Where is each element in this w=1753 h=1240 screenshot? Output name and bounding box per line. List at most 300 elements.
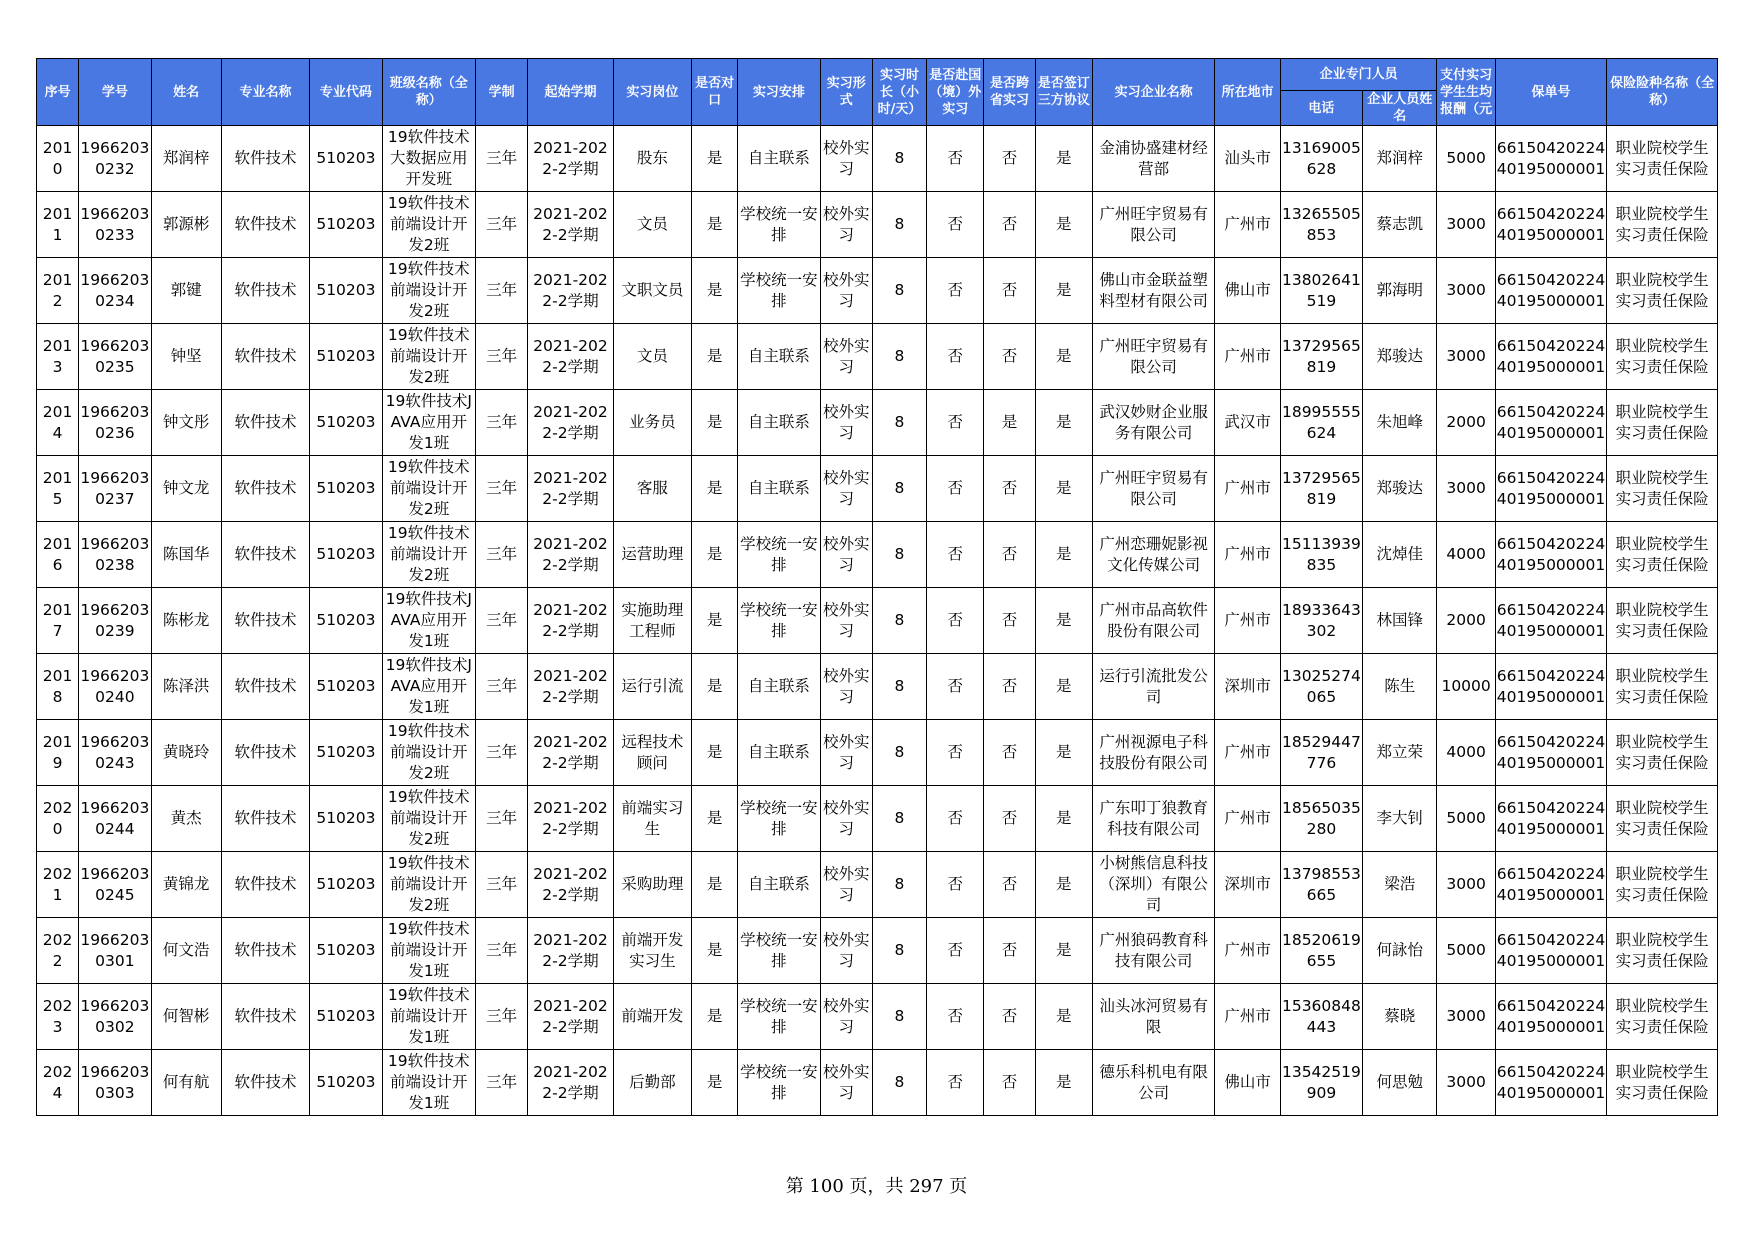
cell-seq: 2024 [37,1050,79,1116]
cell-contact-name: 沈焯佳 [1363,522,1437,588]
cell-start-term: 2021-2022-2学期 [528,324,613,390]
cell-abroad: 否 [927,324,984,390]
cell-cross-province: 否 [984,258,1035,324]
cell-matched: 是 [692,852,738,918]
internship-table [36,58,1718,1116]
cell-insurance: 职业院校学生实习责任保险 [1607,588,1718,654]
cell-class-name: 19软件技术前端设计开发2班 [382,456,475,522]
col-header-tripartite: 是否签订三方协议 [1035,59,1092,126]
cell-position: 前端开发 [613,984,691,1050]
cell-arrangement: 学校统一安排 [738,918,820,984]
cell-pay: 3000 [1437,984,1495,1050]
cell-major-code: 510203 [310,720,382,786]
cell-class-name: 19软件技术前端设计开发2班 [382,324,475,390]
cell-form: 校外实习 [820,258,872,324]
cell-contact-name: 郑润梓 [1363,126,1437,192]
cell-city: 广州市 [1215,324,1280,390]
cell-abroad: 否 [927,192,984,258]
table-row [37,324,1718,390]
cell-position: 文员 [613,324,691,390]
cell-major-code: 510203 [310,918,382,984]
cell-form: 校外实习 [820,126,872,192]
cell-position: 客服 [613,456,691,522]
cell-class-name: 19软件技术前端设计开发1班 [382,984,475,1050]
cell-city: 广州市 [1215,918,1280,984]
cell-contact-name: 朱旭峰 [1363,390,1437,456]
cell-tripartite: 是 [1035,1050,1092,1116]
cell-policy-no: 6615042022440195000001 [1495,126,1607,192]
cell-duration: 三年 [476,192,528,258]
cell-company: 汕头冰河贸易有限 [1092,984,1215,1050]
cell-student-id: 19662030239 [79,588,151,654]
cell-class-name: 19软件技术前端设计开发2班 [382,258,475,324]
cell-position: 运营助理 [613,522,691,588]
cell-hours: 8 [872,588,926,654]
cell-policy-no: 6615042022440195000001 [1495,390,1607,456]
cell-phone: 13729565819 [1280,456,1362,522]
cell-duration: 三年 [476,126,528,192]
cell-student-id: 19662030237 [79,456,151,522]
cell-phone: 13729565819 [1280,324,1362,390]
cell-contact-name: 郑骏达 [1363,324,1437,390]
cell-form: 校外实习 [820,654,872,720]
cell-arrangement: 学校统一安排 [738,786,820,852]
cell-pay: 2000 [1437,390,1495,456]
cell-city: 广州市 [1215,456,1280,522]
cell-class-name: 19软件技术JAVA应用开发1班 [382,390,475,456]
col-header-seq: 序号 [37,59,79,126]
cell-start-term: 2021-2022-2学期 [528,654,613,720]
cell-city: 深圳市 [1215,654,1280,720]
cell-cross-province: 否 [984,786,1035,852]
table-row [37,456,1718,522]
cell-name: 黄锦龙 [151,852,221,918]
cell-company: 广州视源电子科技股份有限公司 [1092,720,1215,786]
cell-major-name: 软件技术 [221,588,309,654]
cell-class-name: 19软件技术前端设计开发1班 [382,1050,475,1116]
cell-major-name: 软件技术 [221,456,309,522]
cell-seq: 2023 [37,984,79,1050]
cell-start-term: 2021-2022-2学期 [528,1050,613,1116]
cell-policy-no: 6615042022440195000001 [1495,324,1607,390]
cell-duration: 三年 [476,654,528,720]
col-header-abroad: 是否赴国（境）外实习 [927,59,984,126]
cell-form: 校外实习 [820,456,872,522]
cell-position: 前端开发实习生 [613,918,691,984]
cell-cross-province: 否 [984,918,1035,984]
cell-student-id: 19662030245 [79,852,151,918]
cell-hours: 8 [872,258,926,324]
cell-cross-province: 是 [984,390,1035,456]
cell-class-name: 19软件技术前端设计开发2班 [382,852,475,918]
cell-tripartite: 是 [1035,786,1092,852]
cell-matched: 是 [692,390,738,456]
cell-insurance: 职业院校学生实习责任保险 [1607,258,1718,324]
cell-abroad: 否 [927,1050,984,1116]
cell-position: 文员 [613,192,691,258]
cell-phone: 13802641519 [1280,258,1362,324]
cell-hours: 8 [872,984,926,1050]
cell-arrangement: 自主联系 [738,324,820,390]
cell-major-name: 软件技术 [221,786,309,852]
cell-form: 校外实习 [820,192,872,258]
cell-abroad: 否 [927,720,984,786]
cell-major-code: 510203 [310,258,382,324]
cell-student-id: 19662030235 [79,324,151,390]
col-header-major-name: 专业名称 [221,59,309,126]
cell-abroad: 否 [927,522,984,588]
cell-phone: 18565035280 [1280,786,1362,852]
cell-phone: 15113939835 [1280,522,1362,588]
cell-cross-province: 否 [984,588,1035,654]
cell-insurance: 职业院校学生实习责任保险 [1607,720,1718,786]
cell-city: 广州市 [1215,720,1280,786]
cell-phone: 13265505853 [1280,192,1362,258]
cell-insurance: 职业院校学生实习责任保险 [1607,390,1718,456]
table-row [37,390,1718,456]
cell-city: 广州市 [1215,588,1280,654]
col-header-student-id: 学号 [79,59,151,126]
cell-position: 实施助理工程师 [613,588,691,654]
col-header-insurance: 保险险种名称（全称） [1607,59,1718,126]
cell-duration: 三年 [476,456,528,522]
cell-position: 后勤部 [613,1050,691,1116]
cell-insurance: 职业院校学生实习责任保险 [1607,456,1718,522]
cell-contact-name: 蔡晓 [1363,984,1437,1050]
cell-city: 佛山市 [1215,1050,1280,1116]
cell-company: 佛山市金联益塑料型材有限公司 [1092,258,1215,324]
cell-company: 金浦协盛建材经营部 [1092,126,1215,192]
cell-tripartite: 是 [1035,192,1092,258]
cell-hours: 8 [872,786,926,852]
cell-company: 广州狼码教育科技有限公司 [1092,918,1215,984]
table-row [37,918,1718,984]
cell-cross-province: 否 [984,984,1035,1050]
cell-phone: 18995555624 [1280,390,1362,456]
cell-student-id: 19662030303 [79,1050,151,1116]
col-header-position: 实习岗位 [613,59,691,126]
cell-name: 陈国华 [151,522,221,588]
cell-matched: 是 [692,126,738,192]
cell-tripartite: 是 [1035,456,1092,522]
cell-arrangement: 自主联系 [738,456,820,522]
cell-arrangement: 学校统一安排 [738,1050,820,1116]
cell-contact-name: 李大钊 [1363,786,1437,852]
cell-name: 陈彬龙 [151,588,221,654]
col-header-duration: 学制 [476,59,528,126]
cell-major-code: 510203 [310,654,382,720]
table-row [37,720,1718,786]
cell-duration: 三年 [476,522,528,588]
cell-company: 广州市品高软件股份有限公司 [1092,588,1215,654]
cell-tripartite: 是 [1035,390,1092,456]
cell-pay: 5000 [1437,786,1495,852]
cell-policy-no: 6615042022440195000001 [1495,192,1607,258]
col-header-company: 实习企业名称 [1092,59,1215,126]
cell-seq: 2017 [37,588,79,654]
cell-matched: 是 [692,918,738,984]
cell-tripartite: 是 [1035,258,1092,324]
cell-contact-name: 梁浩 [1363,852,1437,918]
cell-student-id: 19662030233 [79,192,151,258]
cell-duration: 三年 [476,324,528,390]
cell-class-name: 19软件技术JAVA应用开发1班 [382,588,475,654]
cell-matched: 是 [692,258,738,324]
cell-insurance: 职业院校学生实习责任保险 [1607,126,1718,192]
col-header-contact-name: 企业人员姓名 [1363,91,1437,126]
col-header-matched: 是否对口 [692,59,738,126]
cell-name: 黄晓玲 [151,720,221,786]
cell-major-code: 510203 [310,324,382,390]
cell-seq: 2022 [37,918,79,984]
cell-contact-name: 郑骏达 [1363,456,1437,522]
table-row [37,654,1718,720]
cell-major-name: 软件技术 [221,192,309,258]
cell-major-name: 软件技术 [221,324,309,390]
cell-arrangement: 学校统一安排 [738,258,820,324]
cell-abroad: 否 [927,390,984,456]
cell-start-term: 2021-2022-2学期 [528,852,613,918]
cell-cross-province: 否 [984,852,1035,918]
cell-hours: 8 [872,126,926,192]
cell-arrangement: 自主联系 [738,720,820,786]
cell-arrangement: 学校统一安排 [738,588,820,654]
cell-hours: 8 [872,522,926,588]
cell-student-id: 19662030301 [79,918,151,984]
cell-major-name: 软件技术 [221,390,309,456]
cell-city: 广州市 [1215,522,1280,588]
cell-start-term: 2021-2022-2学期 [528,720,613,786]
cell-start-term: 2021-2022-2学期 [528,588,613,654]
cell-major-name: 软件技术 [221,1050,309,1116]
cell-student-id: 19662030236 [79,390,151,456]
cell-start-term: 2021-2022-2学期 [528,258,613,324]
col-header-pay: 支付实习学生生均报酬（元 [1437,59,1495,126]
cell-insurance: 职业院校学生实习责任保险 [1607,786,1718,852]
cell-student-id: 19662030234 [79,258,151,324]
cell-pay: 4000 [1437,522,1495,588]
cell-abroad: 否 [927,786,984,852]
cell-duration: 三年 [476,720,528,786]
cell-policy-no: 6615042022440195000001 [1495,456,1607,522]
cell-class-name: 19软件技术前端设计开发2班 [382,522,475,588]
cell-insurance: 职业院校学生实习责任保险 [1607,984,1718,1050]
cell-major-code: 510203 [310,588,382,654]
cell-form: 校外实习 [820,324,872,390]
cell-name: 黄杰 [151,786,221,852]
col-header-major-code: 专业代码 [310,59,382,126]
cell-policy-no: 6615042022440195000001 [1495,654,1607,720]
cell-major-name: 软件技术 [221,654,309,720]
cell-contact-name: 陈生 [1363,654,1437,720]
cell-policy-no: 6615042022440195000001 [1495,1050,1607,1116]
cell-major-name: 软件技术 [221,720,309,786]
cell-contact-name: 何詠怡 [1363,918,1437,984]
cell-arrangement: 自主联系 [738,390,820,456]
cell-phone: 18520619655 [1280,918,1362,984]
cell-insurance: 职业院校学生实习责任保险 [1607,918,1718,984]
cell-name: 陈泽洪 [151,654,221,720]
cell-arrangement: 自主联系 [738,654,820,720]
cell-seq: 2016 [37,522,79,588]
cell-start-term: 2021-2022-2学期 [528,918,613,984]
cell-seq: 2014 [37,390,79,456]
cell-contact-name: 何思勉 [1363,1050,1437,1116]
cell-company: 武汉妙财企业服务有限公司 [1092,390,1215,456]
col-header-phone: 电话 [1280,91,1362,126]
cell-hours: 8 [872,852,926,918]
cell-name: 钟文彤 [151,390,221,456]
cell-city: 深圳市 [1215,852,1280,918]
cell-company: 德乐科机电有限公司 [1092,1050,1215,1116]
cell-name: 何智彬 [151,984,221,1050]
page-footer: 第 100 页，共 297 页 [785,1176,968,1197]
cell-position: 远程技术顾问 [613,720,691,786]
col-header-cross-province: 是否跨省实习 [984,59,1035,126]
cell-seq: 2020 [37,786,79,852]
cell-major-name: 软件技术 [221,918,309,984]
cell-company: 小树熊信息科技（深圳）有限公司 [1092,852,1215,918]
cell-major-code: 510203 [310,126,382,192]
cell-matched: 是 [692,720,738,786]
cell-matched: 是 [692,786,738,852]
cell-pay: 3000 [1437,258,1495,324]
cell-student-id: 19662030240 [79,654,151,720]
cell-class-name: 19软件技术JAVA应用开发1班 [382,654,475,720]
cell-contact-name: 蔡志凯 [1363,192,1437,258]
cell-company: 运行引流批发公司 [1092,654,1215,720]
table-row [37,258,1718,324]
cell-hours: 8 [872,1050,926,1116]
cell-form: 校外实习 [820,588,872,654]
cell-policy-no: 6615042022440195000001 [1495,522,1607,588]
cell-matched: 是 [692,588,738,654]
cell-matched: 是 [692,324,738,390]
cell-start-term: 2021-2022-2学期 [528,786,613,852]
cell-position: 业务员 [613,390,691,456]
cell-start-term: 2021-2022-2学期 [528,522,613,588]
cell-form: 校外实习 [820,786,872,852]
table-row [37,786,1718,852]
cell-company: 广州旺宇贸易有限公司 [1092,192,1215,258]
cell-insurance: 职业院校学生实习责任保险 [1607,522,1718,588]
cell-abroad: 否 [927,852,984,918]
col-header-contact-group: 企业专门人员 [1280,59,1437,91]
cell-phone: 13798553665 [1280,852,1362,918]
cell-student-id: 19662030238 [79,522,151,588]
cell-major-code: 510203 [310,456,382,522]
cell-tripartite: 是 [1035,522,1092,588]
cell-tripartite: 是 [1035,918,1092,984]
cell-start-term: 2021-2022-2学期 [528,192,613,258]
cell-city: 佛山市 [1215,258,1280,324]
cell-position: 采购助理 [613,852,691,918]
cell-name: 钟文龙 [151,456,221,522]
cell-major-code: 510203 [310,390,382,456]
cell-hours: 8 [872,324,926,390]
cell-company: 广州旺宇贸易有限公司 [1092,324,1215,390]
cell-company: 广东叩丁狼教育科技有限公司 [1092,786,1215,852]
cell-company: 广州恋珊妮影视文化传媒公司 [1092,522,1215,588]
cell-phone: 18933643302 [1280,588,1362,654]
cell-major-code: 510203 [310,1050,382,1116]
cell-class-name: 19软件技术大数据应用开发班 [382,126,475,192]
cell-abroad: 否 [927,456,984,522]
cell-abroad: 否 [927,918,984,984]
cell-hours: 8 [872,456,926,522]
cell-duration: 三年 [476,918,528,984]
col-header-form: 实习形式 [820,59,872,126]
cell-hours: 8 [872,654,926,720]
table-row [37,126,1718,192]
cell-major-code: 510203 [310,786,382,852]
cell-policy-no: 6615042022440195000001 [1495,852,1607,918]
cell-pay: 10000 [1437,654,1495,720]
cell-city: 武汉市 [1215,390,1280,456]
cell-matched: 是 [692,1050,738,1116]
cell-name: 何文浩 [151,918,221,984]
cell-tripartite: 是 [1035,126,1092,192]
cell-city: 广州市 [1215,984,1280,1050]
cell-cross-province: 否 [984,1050,1035,1116]
cell-contact-name: 林国锋 [1363,588,1437,654]
cell-insurance: 职业院校学生实习责任保险 [1607,654,1718,720]
cell-arrangement: 自主联系 [738,126,820,192]
cell-major-name: 软件技术 [221,522,309,588]
cell-cross-province: 否 [984,654,1035,720]
cell-abroad: 否 [927,126,984,192]
cell-policy-no: 6615042022440195000001 [1495,588,1607,654]
cell-student-id: 19662030302 [79,984,151,1050]
cell-matched: 是 [692,456,738,522]
cell-insurance: 职业院校学生实习责任保险 [1607,324,1718,390]
cell-form: 校外实习 [820,984,872,1050]
cell-major-name: 软件技术 [221,984,309,1050]
cell-hours: 8 [872,918,926,984]
cell-cross-province: 否 [984,720,1035,786]
cell-student-id: 19662030232 [79,126,151,192]
cell-position: 文职文员 [613,258,691,324]
table-row [37,984,1718,1050]
table-row [37,588,1718,654]
cell-matched: 是 [692,984,738,1050]
cell-student-id: 19662030244 [79,786,151,852]
cell-arrangement: 学校统一安排 [738,984,820,1050]
cell-hours: 8 [872,720,926,786]
cell-major-code: 510203 [310,852,382,918]
cell-student-id: 19662030243 [79,720,151,786]
cell-cross-province: 否 [984,324,1035,390]
cell-name: 郭键 [151,258,221,324]
cell-form: 校外实习 [820,390,872,456]
cell-contact-name: 郑立荣 [1363,720,1437,786]
cell-arrangement: 学校统一安排 [738,522,820,588]
col-header-arrangement: 实习安排 [738,59,820,126]
cell-insurance: 职业院校学生实习责任保险 [1607,1050,1718,1116]
cell-policy-no: 6615042022440195000001 [1495,786,1607,852]
cell-insurance: 职业院校学生实习责任保险 [1607,852,1718,918]
col-header-start-term: 起始学期 [528,59,613,126]
cell-pay: 5000 [1437,918,1495,984]
cell-duration: 三年 [476,588,528,654]
cell-policy-no: 6615042022440195000001 [1495,258,1607,324]
cell-seq: 2015 [37,456,79,522]
cell-major-code: 510203 [310,192,382,258]
cell-major-name: 软件技术 [221,126,309,192]
cell-start-term: 2021-2022-2学期 [528,984,613,1050]
cell-abroad: 否 [927,588,984,654]
cell-name: 钟坚 [151,324,221,390]
